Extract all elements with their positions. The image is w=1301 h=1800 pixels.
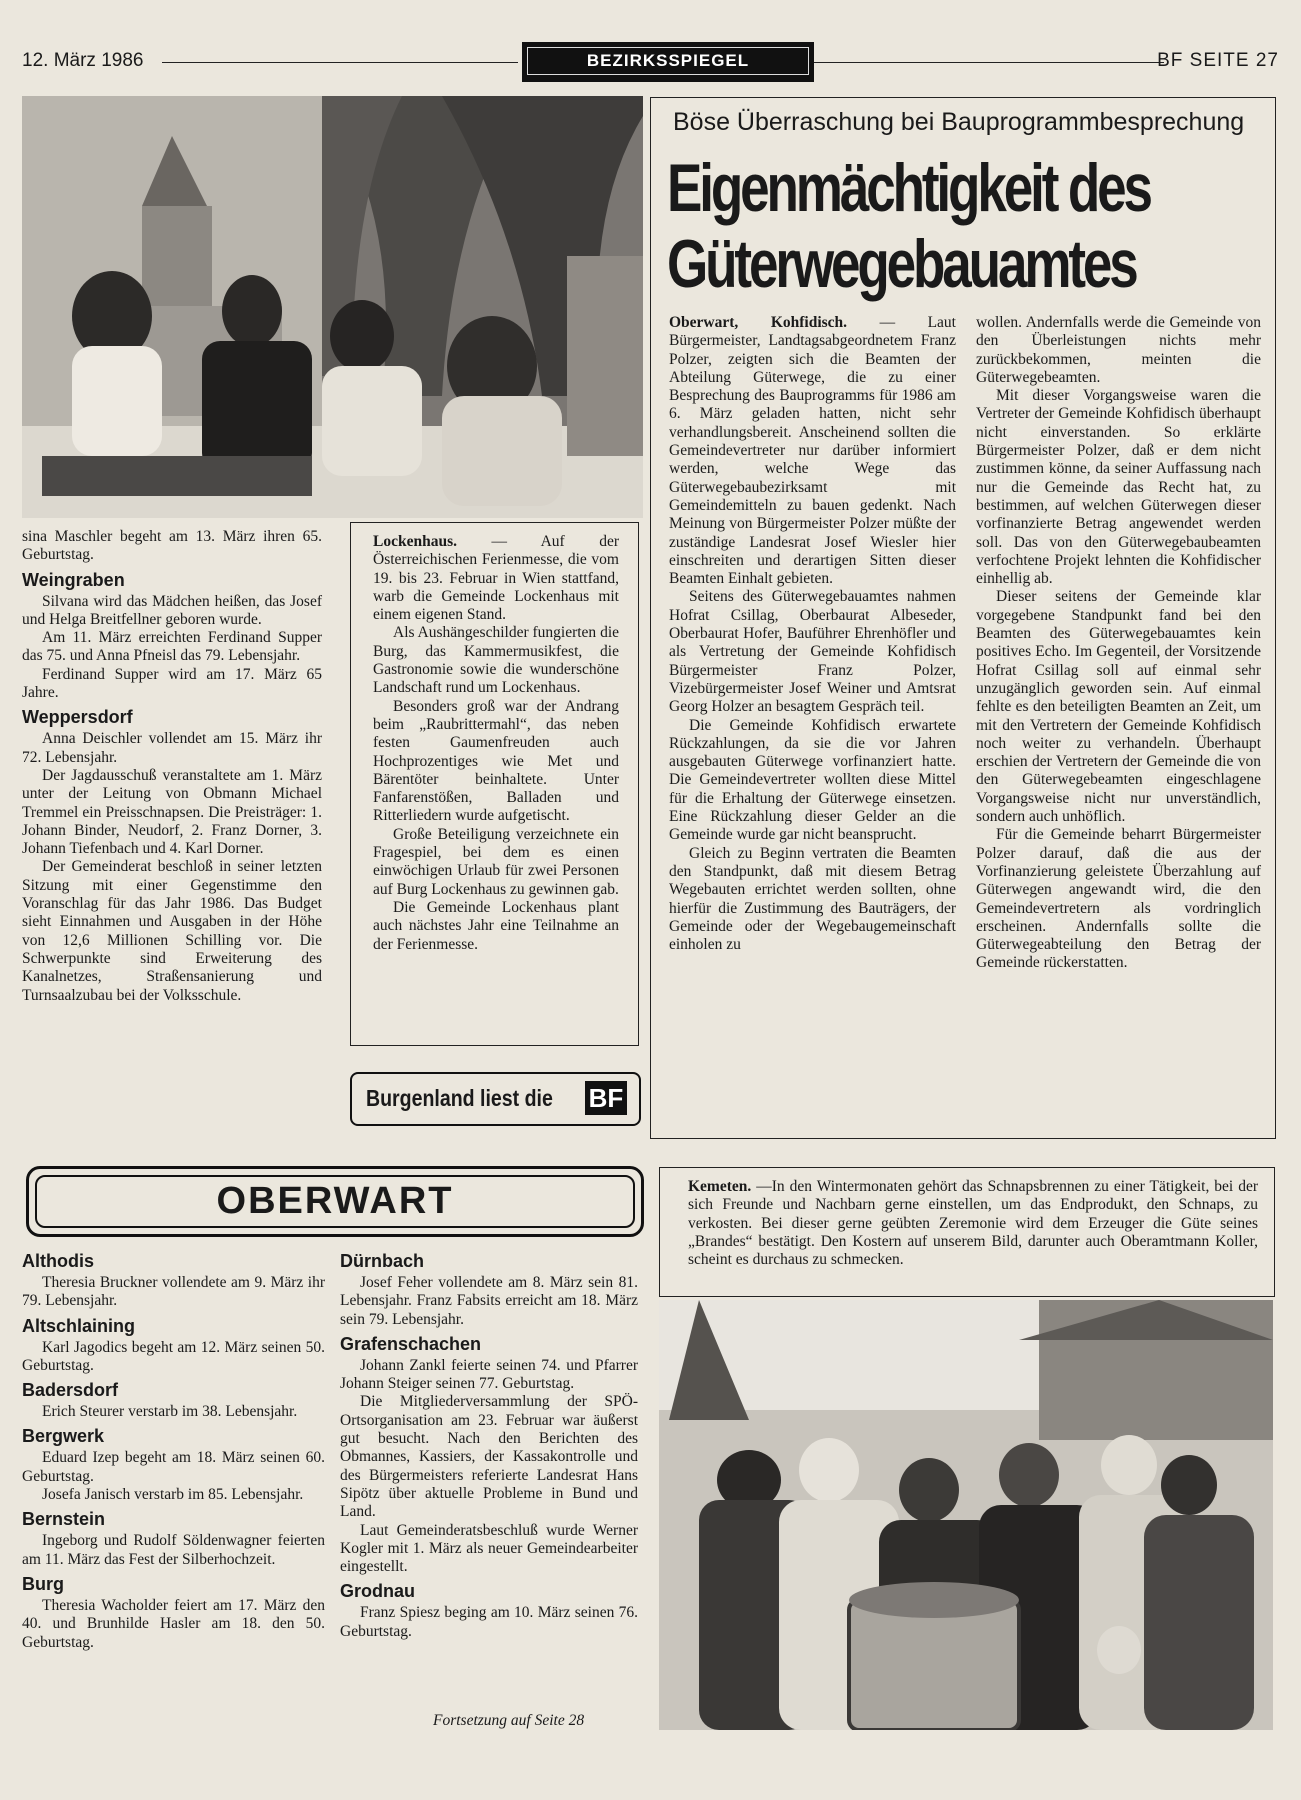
paragraph: Eduard Izep begeht am 18. März seinen 60. Geburtstag.	[22, 1449, 325, 1485]
kemeten-caption	[688, 1178, 1258, 1269]
paragraph: Die Gemeinde Lockenhaus plant auch nächstes Jahr eine Teilnahme an der Ferienmesse.	[373, 898, 619, 953]
village-heading: Altschlaining	[22, 1315, 136, 1336]
headline-line-1: Eigenmächtigkeit des	[667, 150, 1150, 226]
paragraph: Theresia Wacholder feiert am 17. März den 40. und Brunhilde Hasler am 18. den 50. Geburtstag.	[22, 1596, 325, 1651]
photo-schnapsbrennen	[659, 1300, 1273, 1730]
section-title: BEZIRKSSPIEGEL	[527, 47, 809, 75]
paragraph: Besonders groß war der Andrang beim „Raubrittermahl“, das neben festen Gaumenfreuden auch Hochprozentiges wie Met und Bärentöter beinhaltete. Unter Fanfarenstößen, Balladen und Ritterliedern wurde aufgetischt.	[373, 697, 619, 825]
header-rule-left	[162, 62, 518, 63]
paragraph: Die Gemeinde Kohfidisch erwartete Rückzahlungen, da sie die vor Jahren ausgebauten Güterwege vorfinanziert hatte. Die Gemeindevertreter wollten diese Mittel für die Erhaltung der Güterwege einsetzen. Eine Rückzahlung dieser Gelder an die Gemeinde wurde gar nicht beansprucht.	[669, 716, 956, 844]
village-heading: Grodnau	[340, 1581, 415, 1602]
village-heading: Weppersdorf	[22, 707, 133, 728]
oberwart-banner	[26, 1166, 644, 1237]
village-heading: Badersdorf	[22, 1380, 119, 1401]
article-column-1	[669, 314, 956, 954]
paragraph: Der Gemeinderat beschloß in seiner letzten Sitzung mit einer Gegenstimme den Voranschlag für das Jahr 1986. Das Budget sieht Einnahmen und Ausgaben in der Höhe von 12,6 Millionen Schilling vor. Die Schwerpunkte sind Erweiterung des Kanalnetzes, Straßensanierung und Turnsaalzubau bei der Volksschule.	[22, 858, 322, 1004]
section-box	[522, 42, 814, 82]
paragraph: Die Mitgliederversammlung der SPÖ-Ortsorganisation am 23. Februar war äußerst gut besucht. Nach den Berichten des Obmannes, Kassiers, der Kassakontrolle und des Bürgermeisters referierte Landesrat Hans Sipötz über aktuelle Probleme in Bund und Land.	[340, 1393, 638, 1521]
promo-burgenland-liest-bf	[350, 1072, 641, 1126]
kemeten-text: —In den Wintermonaten gehört das Schnapsbrennen zu einer Tätigkeit, bei der sich Freunde und Nachbarn gerne einstellen, um das Endprodukt, den Schnaps, zu verkosten. Bei dieser gerne geübten Zeremonie wird dem Erzeuger die Güte seines „Brandes“ bestätigt. Den Kostern auf unserem Bild, darunter auch Oberamtmann Koller, scheint es durchaus zu schmecken.	[688, 1178, 1258, 1269]
lockenhaus-article	[373, 533, 619, 954]
kemeten-place: Kemeten.	[688, 1178, 752, 1195]
paragraph: Große Beteiligung verzeichnete ein Fragespiel, bei dem es einen einwöchigen Urlaub für zwei Personen auf Burg Lockenhaus zu gewinnen gab.	[373, 825, 619, 898]
paragraph: Seitens des Güterwegebauamtes nahmen Hofrat Csillag, Oberbaurat Albeseder, Oberbaurat Hofer, Bauführer Ehrenhöfler und als Vertretung der Gemeinde Kohfidisch Bürgermeister Franz Polzer, Vizebürgermeister Josef Weiner und Amtsrat Georg Holzer an besagtem Gespräch teil.	[669, 588, 956, 716]
paragraph: sina Maschler begeht am 13. März ihren 65. Geburtstag.	[22, 528, 322, 564]
village-heading: Dürnbach	[340, 1251, 425, 1271]
paragraph: Laut Gemeinderatsbeschluß wurde Werner Kogler mit 1. März als neuer Gemeindearbeiter eingestellt.	[340, 1521, 638, 1576]
lead-text: — Auf der Österreichischen Ferienmesse, die vom 19. bis 23. Februar in Wien stattfand, warb die Gemeinde Lockenhaus mit einem eigenen Stand.	[373, 533, 619, 624]
village-heading: Burg	[22, 1573, 64, 1594]
article-subheadline: Böse Überraschung bei Bauprogrammbesprechung	[673, 108, 1245, 136]
photo-ferienmesse-drawing	[22, 96, 643, 518]
paragraph: Johann Zankl feierte seinen 74. und Pfarrer Johann Steiger seinen 77. Geburtstag.	[340, 1356, 638, 1393]
village-heading: Weingraben	[22, 569, 125, 590]
dateline: Lockenhaus.	[373, 533, 457, 550]
paragraph: Silvana wird das Mädchen heißen, das Josef und Helga Breitfellner geboren wurde.	[22, 592, 322, 628]
paragraph: Franz Spiesz beging am 10. März seinen 76. Geburtstag.	[340, 1604, 638, 1640]
oberwart-column-1	[22, 1246, 325, 1652]
paragraph: Anna Deischler vollendet am 15. März ihr 72. Lebensjahr.	[22, 730, 322, 766]
village-heading: Bergwerk	[22, 1426, 105, 1447]
article-headline	[667, 150, 1150, 302]
page-number: BF SEITE 27	[1157, 50, 1279, 71]
promo-text: Burgenland liest die	[366, 1085, 553, 1111]
photo-schnapsbrennen-drawing	[659, 1300, 1273, 1730]
header-rule-right	[814, 62, 1164, 63]
oberwart-column-2	[340, 1246, 638, 1641]
lead-paragraph	[669, 314, 956, 588]
kemeten-caption-box	[659, 1167, 1275, 1297]
article-column-2	[976, 314, 1261, 973]
paragraph: Mit dieser Vorgangsweise waren die Vertreter der Gemeinde Kohfidisch überhaupt nicht einverstanden. So erklärte Bürgermeister Polzer, daß er dem nicht zustimmen könne, da seiner Auffassung nach nur die Gemeinde das Recht hat, zu bestimmen, auf welchen Güterwegen dieser vorfinanzierte Betrag angewendet werden soll. Das von den Güterwegebaubeamten verfochtene Projekt lehnten die Kohfidischer einhellig ab.	[976, 387, 1261, 588]
paragraph: wollen. Andernfalls werde die Gemeinde von den Überleistungen nichts mehr zurückbekommen, meinten die Güterwegebeamten.	[976, 314, 1261, 386]
paragraph: Josef Feher vollendete am 8. März sein 81. Lebensjahr. Franz Fabsits erreicht am 18. März sein 79. Lebensjahr.	[340, 1274, 638, 1328]
photo-ferienmesse	[22, 96, 643, 518]
village-heading: Grafenschachen	[340, 1333, 482, 1354]
dateline: Oberwart, Kohfidisch.	[669, 314, 848, 331]
lockenhaus-box	[350, 522, 639, 1046]
lead-paragraph	[373, 533, 619, 624]
paragraph: Für die Gemeinde beharrt Bürgermeister Polzer darauf, daß die aus der Vorfinanzierung geleistete Überzahlung auf Güterwegen angewandt wird, die den Gemeindevertretern als vordringlich erscheinen. Andernfalls sollte die Güterwegeabteilung den Betrag der Gemeinde rückerstatten.	[976, 826, 1261, 972]
column-weingraben-weppersdorf	[22, 528, 322, 1005]
headline-line-2: Güterwegebauamtes	[667, 226, 1136, 302]
paragraph: Am 11. März erreichten Ferdinand Supper das 75. und Anna Pfneisl das 79. Lebensjahr.	[22, 629, 322, 665]
paragraph: Theresia Bruckner vollendete am 9. März ihr 79. Lebensjahr.	[22, 1274, 325, 1310]
issue-date: 12. März 1986	[22, 50, 144, 71]
village-heading: Bernstein	[22, 1509, 106, 1530]
paragraph: Der Jagdausschuß veranstaltete am 1. März unter der Leitung von Obmann Michael Tremmel ein Preisschnapsen. Die Preisträger: 1. Johann Binder, Neudorf, 2. Franz Dorner, 3. Johann Tiefenbach und 4. Karl Dorner.	[22, 766, 322, 858]
paragraph: Erich Steurer verstarb im 38. Lebensjahr.	[42, 1403, 298, 1421]
page-header	[22, 38, 1279, 82]
paragraph: Karl Jagodics begeht am 12. März seinen 50. Geburtstag.	[22, 1338, 325, 1374]
paragraph: Ferdinand Supper wird am 17. März 65 Jahre.	[22, 665, 322, 702]
paragraph: Josefa Janisch verstarb im 85. Lebensjahr.	[42, 1486, 304, 1504]
article-gueterwegebauamt	[650, 97, 1276, 1139]
paragraph: Ingeborg und Rudolf Söldenwagner feierten am 11. März das Fest der Silberhochzeit.	[22, 1532, 325, 1568]
lead-text: — Laut Bürgermeister, Landtagsabgeordnetem Franz Polzer, zeigten sich die Beamten der Abteilung Güterwege, die zu einer Besprechung des Bauprogramms für 1986 am 6. März geladen hatten, nicht sehr verhandlungsbereit. Anscheinend sollten die Gemeindevertreter nur darüber informiert werden, welche Wege das Güterwegebaubezirksamt mit Gemeindemitteln zu bauen gedenkt. Nach Meinung von Bürgermeister Polzer müßte der zuständige Landesrat Josef Wiesler hier einschreiten und derartigen Sitten dieser Beamten Einhalt gebieten.	[669, 314, 956, 588]
oberwart-banner-title: OBERWART	[35, 1175, 635, 1228]
paragraph: Gleich zu Beginn vertraten die Beamten den Standpunkt, daß mit diesem Betrag Wegebauten errichtet werden sollten, ohne hierfür die Zustimmung des Bauträgers, der Gemeinde oder der Wegebaugemeinschaft einholen zu	[669, 844, 956, 954]
paragraph: Dieser seitens der Gemeinde klar vorgegebene Standpunkt fand bei den Beamten des Güterwegebauamtes kein positives Echo. Im Gegenteil, der Vorsitzende Hofrat Csillag soll auf einmal sehr unzugänglich geworden sein. Auf einmal fehlte es den beteiligten Beamten an Zeit, um mit den Vertretern der Gemeinde Kohfidisch noch weiter zu verhandeln. Überhaupt erschien der Vertretern der Gemeinde die von den Güterwegebeamten eingeschlagene Vorgangsweise nicht nur unverständlich, sondern auch unhöflich.	[976, 588, 1261, 826]
paragraph: Als Aushängeschilder fungierten die Burg, das Kammermusikfest, die Gastronomie sowie die wunderschöne Landschaft rund um Lockenhaus.	[373, 624, 619, 697]
bf-logo: BF	[585, 1081, 627, 1115]
village-heading: Althodis	[22, 1251, 94, 1271]
continued-note: Fortsetzung auf Seite 28	[433, 1712, 585, 1729]
